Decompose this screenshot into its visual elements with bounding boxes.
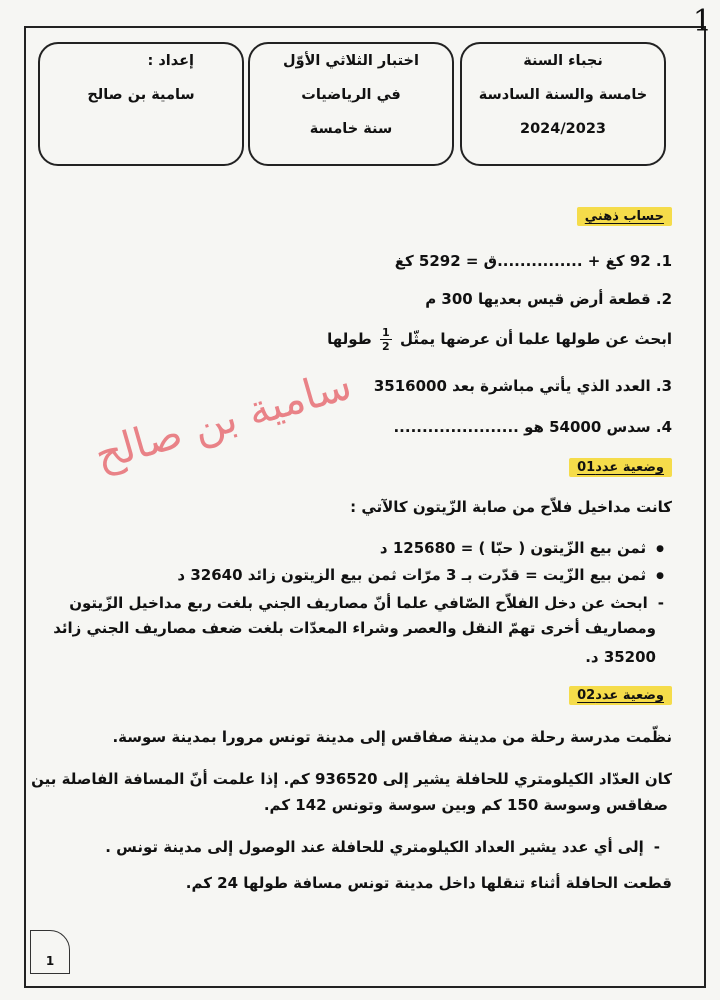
item-3: 3. العدد الذي يأتي مباشرة بعد 3516000 (373, 377, 672, 395)
problem-2-para-line-2: صفاقس وسوسة 150 كم وبين سوسة وتونس 142 كم. (263, 796, 668, 814)
exam-title: اختبار الثلاثي الأوّل (283, 53, 419, 69)
exam-level: سنة خامسة (309, 121, 393, 137)
item-4: 4. سدس 54000 هو ...................... (393, 418, 672, 436)
item-2-question-start: ابحث عن طولها علما أن عرضها يمثّل (399, 330, 672, 348)
problem-1-task-line-3: 35200 د. (585, 648, 656, 666)
author-name: سامية بن صالح (87, 87, 195, 103)
item-1: 1. 92 كغ + ...............ق = 5292 كغ (394, 252, 672, 270)
one-half-fraction: $\frac{1}{2}$ (382, 326, 390, 353)
problem-2-para-line-1: كان العدّاد الكيلومتري للحافلة يشير إلى 936520 كم. إذا علمت أنّ المسافة الفاصلة بين (31, 770, 672, 788)
bullet-olive-price: ● ثمن بيع الزّيتون ( حبّا ) = 125680 د (380, 539, 664, 557)
prepared-by-label: إعداد : (147, 53, 194, 69)
problem-1-heading: وضعية عدد01 (569, 458, 672, 477)
problem-2-heading: وضعية عدد02 (569, 686, 672, 705)
problem-2-intro: نظّمت مدرسة رحلة من مدينة صفاقس إلى مدينة تونس مرورا بمدينة سوسة. (112, 728, 672, 746)
section-mental-calc-heading: حساب ذهني (577, 207, 672, 226)
school-year: 2024/2023 (519, 121, 606, 137)
class-levels: خامسة والسنة السادسة (478, 87, 648, 103)
school-name: نجباء السنة (523, 53, 603, 69)
problem-1-intro: كانت مداخيل فلاّح من صابة الزّيتون كالآتي : (350, 498, 672, 516)
problem-2-last-line: قطعت الحافلة أثناء تنقلها داخل مدينة تونس مسافة طولها 24 كم. (185, 874, 672, 892)
page-number: 1 (30, 930, 70, 974)
header-author-box (38, 42, 244, 166)
problem-1-task-line-2: ومصاريف أخرى تهمّ النقل والعصر وشراء المعدّات بلغت ضعف مصاريف الجني زائد (53, 619, 656, 637)
item-2-question-end: طولها (327, 330, 372, 348)
problem-2-question: - إلى أي عدد يشير العداد الكيلومتري للحافلة عند الوصول إلى مدينة تونس . (105, 838, 660, 856)
corner-mark: 1 (692, 4, 712, 39)
header-exam-box (248, 42, 454, 166)
item-2: 2. قطعة أرض قيس بعديها 300 م (425, 290, 672, 308)
exam-subject: في الرياضيات (301, 87, 401, 103)
header-school-box (460, 42, 666, 166)
problem-1-task-line-1: - ابحث عن دخل الفلاّح الصّافي علما أنّ مصاريف الجني بلغت ربع مداخيل الزّيتون (69, 594, 664, 612)
author-watermark: سامية بن صالح (89, 359, 357, 480)
item-2-question (327, 326, 672, 353)
bullet-oil-price: ● ثمن بيع الزّيت = قدّرت بـ 3 مرّات ثمن بيع الزيتون زائد 32640 د (177, 566, 664, 584)
